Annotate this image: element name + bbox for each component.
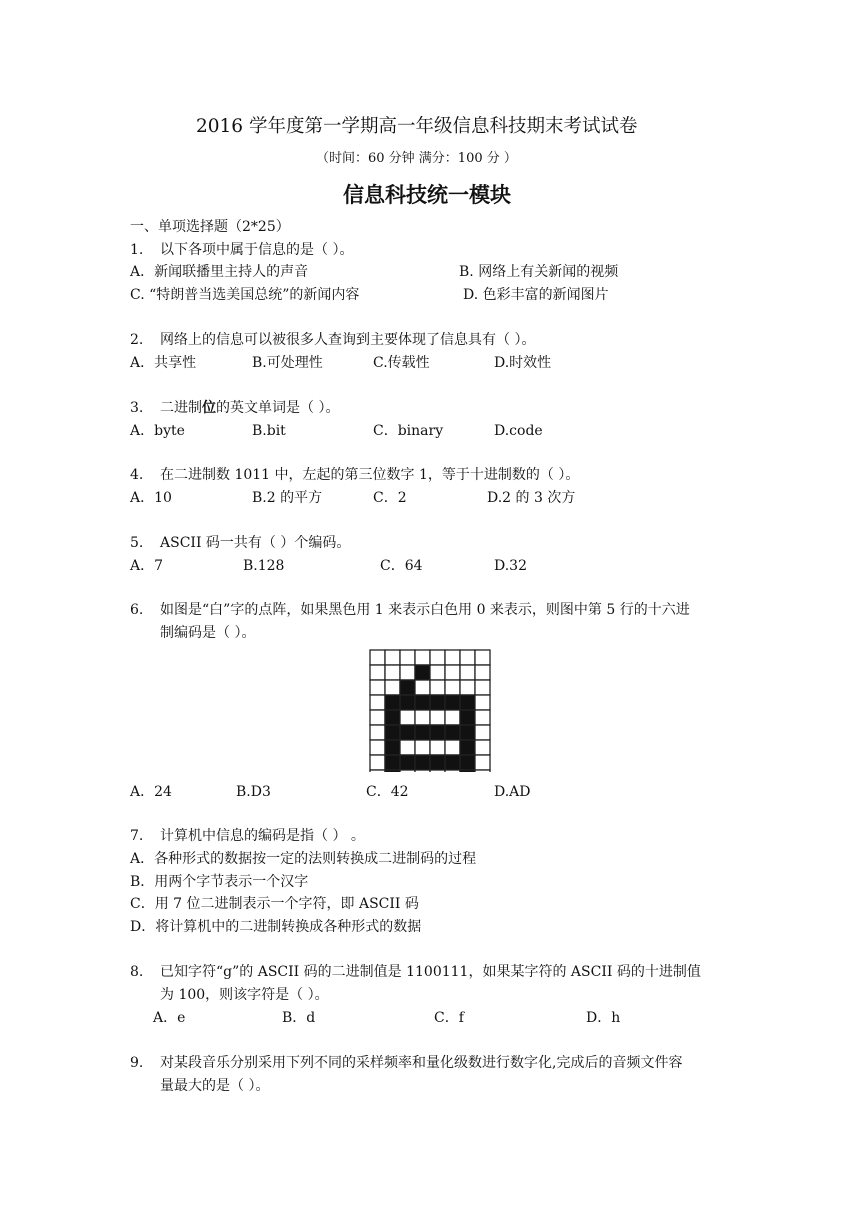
bitmap-cell — [385, 695, 400, 710]
question-5-stem: ASCII 码一共有（ ）个编码。 — [160, 535, 351, 551]
bitmap-cell — [475, 710, 490, 725]
question-7-option-a: A．各种形式的数据按一定的法则转换成二进制码的过程 — [130, 851, 477, 867]
bitmap-cell — [370, 725, 385, 740]
question-8-number: 8. — [130, 964, 144, 980]
question-4-option-a: A．10 — [130, 490, 172, 506]
question-5-option-c: C．64 — [380, 558, 423, 574]
question-5-number: 5. — [130, 535, 144, 551]
bitmap-cell — [400, 650, 415, 665]
question-1-option-d: D. 色彩丰富的新闻图片 — [463, 287, 609, 303]
question-4-number: 4. — [130, 467, 144, 483]
bitmap-cell — [385, 665, 400, 680]
bitmap-cell — [370, 740, 385, 755]
bitmap-cell — [430, 725, 445, 740]
bitmap-cell — [415, 665, 430, 680]
bitmap-cell — [415, 755, 430, 770]
question-2-option-c: C.传载性 — [373, 355, 430, 371]
bitmap-cell — [370, 680, 385, 695]
section-heading: 一、单项选择题（2*25） — [130, 219, 290, 235]
bitmap-cell — [430, 695, 445, 710]
bitmap-cell — [475, 740, 490, 755]
question-3-stem-emphasis: 位 — [202, 400, 216, 416]
question-3-stem-part-3: 的英文单词是（ ）。 — [216, 400, 340, 416]
question-6-option-d: D.AD — [494, 784, 531, 800]
bitmap-cell — [445, 755, 460, 770]
bitmap-cell — [445, 695, 460, 710]
question-9-number: 9. — [130, 1055, 144, 1071]
bitmap-cell — [370, 770, 385, 772]
bitmap-cell — [415, 680, 430, 695]
bitmap-cell — [460, 665, 475, 680]
question-6-option-c: C．42 — [366, 784, 409, 800]
bitmap-cell — [460, 710, 475, 725]
bitmap-cell — [430, 740, 445, 755]
bitmap-cell — [400, 725, 415, 740]
question-8-option-a: A．e — [153, 1010, 186, 1026]
question-1-number: 1. — [130, 242, 144, 258]
question-2-option-b: B.可处理性 — [252, 355, 323, 371]
question-7-option-d: D．将计算机中的二进制转换成各种形式的数据 — [130, 919, 422, 935]
bitmap-cell — [370, 710, 385, 725]
question-1-option-b: B. 网络上有关新闻的视频 — [459, 264, 619, 280]
bitmap-cell — [385, 710, 400, 725]
bitmap-cell — [445, 740, 460, 755]
bitmap-cell — [475, 680, 490, 695]
question-8-option-b: B．d — [282, 1010, 316, 1026]
bitmap-cell — [400, 770, 415, 772]
bitmap-cell — [400, 710, 415, 725]
question-8-stem-line-2: 为 100，则该字符是（ ）。 — [160, 987, 329, 1003]
question-7-option-c: C．用 7 位二进制表示一个字符，即 ASCII 码 — [130, 896, 419, 912]
bitmap-cell — [400, 740, 415, 755]
bitmap-cell — [460, 695, 475, 710]
question-4-option-d: D.2 的 3 次方 — [487, 490, 576, 506]
bitmap-cell — [415, 740, 430, 755]
bitmap-cell — [385, 755, 400, 770]
exam-title: 2016 学年度第一学期高一年级信息科技期末考试试卷 — [196, 116, 638, 137]
bitmap-cell — [430, 680, 445, 695]
question-9-stem-line-2: 量最大的是（ ）。 — [160, 1078, 270, 1094]
question-3-stem — [160, 401, 339, 415]
question-5-option-a: A．7 — [130, 558, 164, 574]
bitmap-cell — [400, 680, 415, 695]
bitmap-cell — [415, 695, 430, 710]
bitmap-cell — [415, 710, 430, 725]
bitmap-cell — [385, 770, 400, 772]
bitmap-cell — [475, 650, 490, 665]
bitmap-cell — [415, 725, 430, 740]
bitmap-cell — [385, 725, 400, 740]
question-8-option-c: C．f — [434, 1010, 464, 1026]
question-3-option-b: B.bit — [252, 423, 286, 439]
bitmap-cell — [415, 770, 430, 772]
bitmap-cell — [460, 740, 475, 755]
question-6-number: 6. — [130, 602, 144, 618]
bitmap-cell — [460, 755, 475, 770]
bitmap-cell — [475, 755, 490, 770]
question-4-option-c: C．2 — [373, 490, 407, 506]
bitmap-cell — [370, 665, 385, 680]
bitmap-cell — [475, 665, 490, 680]
bitmap-cell — [400, 755, 415, 770]
question-1-option-c: C. “特朗普当选美国总统”的新闻内容 — [130, 287, 360, 303]
bitmap-cell — [445, 725, 460, 740]
bitmap-cell — [460, 725, 475, 740]
question-1-stem: 以下各项中属于信息的是（ ）。 — [160, 242, 354, 258]
question-2-number: 2. — [130, 332, 144, 348]
bitmap-cell — [415, 650, 430, 665]
question-6-stem-line-1: 如图是“白”字的点阵，如果黑色用 1 来表示白色用 0 来表示，则图中第 5 行的十六进 — [160, 602, 690, 618]
question-7-option-b: B．用两个字节表示一个汉字 — [130, 874, 309, 890]
bitmap-cell — [385, 740, 400, 755]
bitmap-cell — [460, 770, 475, 772]
question-2-option-a: A．共享性 — [130, 355, 197, 371]
bitmap-cell — [430, 770, 445, 772]
question-3-option-d: D.code — [494, 423, 543, 439]
bitmap-cell — [445, 770, 460, 772]
bitmap-cell — [400, 695, 415, 710]
question-6-stem-line-2: 制编码是（ ）。 — [160, 625, 256, 641]
bitmap-cell — [460, 650, 475, 665]
bitmap-cell — [370, 755, 385, 770]
bitmap-cell — [475, 770, 490, 772]
bitmap-cell — [430, 755, 445, 770]
bitmap-cell — [445, 710, 460, 725]
bitmap-cell — [385, 680, 400, 695]
question-4-stem: 在二进制数 1011 中，左起的第三位数字 1，等于十进制数的（ ）。 — [160, 467, 580, 483]
bitmap-cell — [445, 680, 460, 695]
bitmap-cell — [430, 710, 445, 725]
bitmap-grid — [368, 648, 492, 772]
question-3-option-a: A．byte — [130, 423, 185, 439]
question-6-option-a: A．24 — [130, 784, 172, 800]
question-2-stem: 网络上的信息可以被很多人查询到主要体现了信息具有（ ）。 — [160, 332, 536, 348]
bitmap-cell — [370, 695, 385, 710]
question-8-option-d: D．h — [586, 1010, 621, 1026]
question-7-number: 7. — [130, 828, 144, 844]
question-3-option-c: C．binary — [373, 423, 444, 439]
question-6-option-b: B.D3 — [236, 784, 271, 800]
question-3-number: 3. — [130, 400, 144, 416]
question-7-stem: 计算机中信息的编码是指（ ） 。 — [160, 828, 365, 844]
bitmap-cell — [385, 650, 400, 665]
question-8-stem-line-1: 已知字符“g”的 ASCII 码的二进制值是 1100111，如果某字符的 ASCII 码的十进制值 — [160, 964, 701, 980]
bitmap-cell — [475, 695, 490, 710]
bitmap-cell — [445, 650, 460, 665]
bitmap-cell — [430, 650, 445, 665]
question-5-option-d: D.32 — [494, 558, 527, 574]
time-and-score: （时间：60 分钟 满分：100 分 ） — [316, 151, 517, 166]
question-3-stem-part-1: 二进制 — [160, 400, 202, 416]
module-title: 信息科技统一模块 — [343, 182, 511, 207]
bitmap-cell — [475, 725, 490, 740]
bitmap-cell — [445, 665, 460, 680]
question-9-stem-line-1: 对某段音乐分别采用下列不同的采样频率和量化级数进行数字化,完成后的音频文件容 — [160, 1055, 683, 1071]
bitmap-cell — [430, 665, 445, 680]
question-1-option-a: A．新闻联播里主持人的声音 — [130, 264, 309, 280]
question-2-option-d: D.时效性 — [494, 355, 552, 371]
bitmap-cell — [370, 650, 385, 665]
bitmap-cell — [460, 680, 475, 695]
question-4-option-b: B.2 的平方 — [252, 490, 323, 506]
question-5-option-b: B.128 — [243, 558, 285, 574]
bitmap-cell — [400, 665, 415, 680]
